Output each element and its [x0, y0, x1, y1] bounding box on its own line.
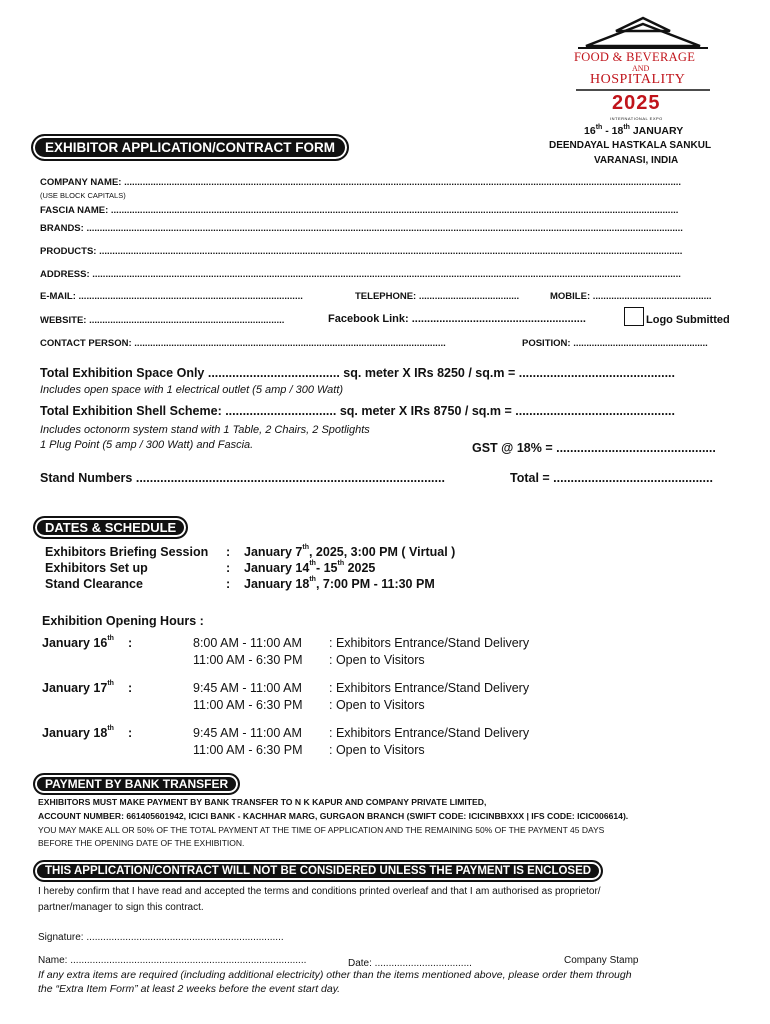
confirm-line-2: partner/manager to sign this contract. — [38, 902, 204, 913]
opening-desc-1: : Exhibitors Entrance/Stand Delivery — [329, 636, 530, 650]
event-city: VARANASI, INDIA — [594, 155, 679, 166]
opening-time-2: 11:00 AM - 6:30 PM — [193, 653, 303, 667]
event-dates — [584, 125, 683, 137]
position-field[interactable]: POSITION: ................................................... — [522, 338, 708, 349]
payment-line-4: BEFORE THE OPENING DATE OF THE EXHIBITION. — [38, 838, 245, 848]
schedule-date-sup2: th — [337, 560, 345, 567]
opening-time-2: 11:00 AM - 6:30 PM — [193, 743, 303, 757]
schedule-date-rest: - 15 — [315, 561, 338, 575]
opening-day-label — [42, 681, 114, 695]
schedule-label: Exhibitors Set up — [45, 561, 148, 575]
opening-day-colon: : — [128, 636, 133, 650]
logo-year: 2025 — [612, 92, 661, 114]
total-line[interactable]: Total = .............................................. — [510, 471, 713, 485]
opening-desc-2: : Open to Visitors — [329, 698, 425, 712]
schedule-date: January 14 — [244, 561, 310, 575]
opening-day-date: January 17 — [42, 681, 108, 695]
opening-hours-heading: Exhibition Opening Hours : — [42, 614, 204, 628]
opening-day-sup: th — [107, 680, 114, 687]
opening-desc-2: : Open to Visitors — [329, 653, 425, 667]
schedule-value — [244, 545, 455, 559]
website-field[interactable]: WEBSITE: .......................................................................... — [40, 315, 285, 326]
schedule-colon: : — [226, 545, 231, 559]
shell-scheme-line[interactable]: Total Exhibition Shell Scheme: ................................ sq. meter X IRs 8750 / sq.m = .............................................. — [40, 404, 676, 418]
event-logo — [568, 14, 718, 126]
payment-line-1: EXHIBITORS MUST MAKE PAYMENT BY BANK TRANSFER TO N K KAPUR AND COMPANY PRIVATE LIMITED, — [38, 797, 487, 807]
opening-time-1: 9:45 AM - 11:00 AM — [193, 681, 302, 695]
opening-desc-2: : Open to Visitors — [329, 743, 425, 757]
event-date-sup1: th — [595, 124, 603, 131]
roof-icon — [568, 14, 718, 54]
schedule-date-sup: th — [309, 576, 316, 583]
gst-line[interactable]: GST @ 18% = .............................................. — [472, 441, 716, 455]
footer-note-2: the “Extra Item Form” at least 2 weeks before the event start day. — [38, 983, 341, 995]
space-only-note: Includes open space with 1 electrical outlet (5 amp / 300 Watt) — [40, 384, 344, 396]
opening-day-sup: th — [107, 725, 114, 732]
company-stamp-label: Company Stamp — [564, 955, 639, 966]
opening-day-date: January 16 — [42, 636, 108, 650]
brands-field[interactable]: BRANDS: .................................................................................................................................................................................................................................. — [40, 223, 683, 234]
logo-tagline: INTERNATIONAL EXPO — [610, 116, 663, 121]
stand-numbers-field[interactable]: Stand Numbers ......................................................................................... — [40, 471, 445, 485]
contract-warning-heading: THIS APPLICATION/CONTRACT WILL NOT BE CONSIDERED UNLESS THE PAYMENT IS ENCLOSED — [33, 860, 603, 882]
opening-time-1: 8:00 AM - 11:00 AM — [193, 636, 302, 650]
event-date-sup2: th — [623, 124, 630, 131]
mobile-field[interactable]: MOBILE: ............................................. — [550, 291, 712, 302]
payment-line-2: ACCOUNT NUMBER: 661405601942, ICICI BANK - KACHHAR MARG, GURGAON BRANCH (SWIFT CODE: ICICINBBXXX | IFS CODE: ICIC006614). — [38, 811, 629, 821]
shell-scheme-note-1: Includes octonorm system stand with 1 Table, 2 Chairs, 2 Spotlights — [40, 424, 370, 436]
opening-day-date: January 18 — [42, 726, 108, 740]
facebook-field[interactable]: Facebook Link: ......................................................... — [328, 313, 586, 325]
schedule-date-rest2: 2025 — [344, 561, 376, 575]
block-capitals-note: (USE BLOCK CAPITALS) — [40, 191, 126, 200]
contact-person-field[interactable]: CONTACT PERSON: ...................................................................................................................... — [40, 338, 446, 349]
schedule-date-rest: , 7:00 PM - 11:30 PM — [315, 577, 435, 591]
logo-submitted-checkbox[interactable] — [624, 307, 644, 326]
payment-line-3: YOU MAY MAKE ALL OR 50% OF THE TOTAL PAYMENT AT THE TIME OF APPLICATION AND THE REMAINING 50% OF THE PAYMENT 45 DAYS — [38, 825, 605, 835]
event-date-end: JANUARY — [629, 125, 684, 137]
fascia-name-field[interactable]: FASCIA NAME: ....................................................................................................................................................................................................................... — [40, 205, 679, 216]
logo-line-2: AND — [632, 64, 650, 73]
logo-line-1: FOOD & BEVERAGE — [574, 50, 696, 64]
schedule-label: Stand Clearance — [45, 577, 143, 591]
opening-desc-1: : Exhibitors Entrance/Stand Delivery — [329, 681, 530, 695]
opening-time-2: 11:00 AM - 6:30 PM — [193, 698, 303, 712]
logo-submitted-label: Logo Submitted — [646, 314, 730, 326]
email-field[interactable]: E-MAIL: ..................................................................................... — [40, 291, 303, 302]
opening-day-colon: : — [128, 681, 133, 695]
signature-field[interactable]: Signature: ....................................................................... — [38, 932, 284, 943]
space-only-line[interactable]: Total Exhibition Space Only ...................................... sq. meter X IRs 8250 / sq.m = ............................................. — [40, 366, 676, 380]
opening-time-1: 9:45 AM - 11:00 AM — [193, 726, 302, 740]
name-field[interactable]: Name: ..................................................................................... — [38, 955, 307, 966]
opening-day-label — [42, 726, 114, 740]
schedule-date: January 18 — [244, 577, 310, 591]
footer-note-1: If any extra items are required (including additional electricity) other than the items mentioned above, please order them through — [38, 969, 632, 981]
schedule-date-sup: th — [302, 544, 309, 551]
schedule-date-rest: , 2025, 3:00 PM ( Virtual ) — [308, 545, 456, 559]
schedule-colon: : — [226, 561, 231, 575]
schedule-value — [244, 561, 375, 575]
opening-day-sup: th — [107, 635, 114, 642]
schedule-date-sup: th — [309, 560, 316, 567]
opening-day-colon: : — [128, 726, 133, 740]
address-field[interactable]: ADDRESS: ............................................................................................................................................................................................................................... — [40, 269, 681, 280]
schedule-label: Exhibitors Briefing Session — [45, 545, 209, 559]
event-date-mid: - 18 — [602, 125, 624, 137]
event-date-start: 16 — [584, 125, 596, 137]
schedule-colon: : — [226, 577, 231, 591]
opening-desc-1: : Exhibitors Entrance/Stand Delivery — [329, 726, 530, 740]
logo-line-3: HOSPITALITY — [590, 72, 686, 87]
products-field[interactable]: PRODUCTS: ............................................................................................................................................................................................................................. — [40, 246, 683, 257]
telephone-field[interactable]: TELEPHONE: ...................................... — [355, 291, 520, 302]
schedule-value — [244, 577, 435, 591]
schedule-date: January 7 — [244, 545, 303, 559]
date-field[interactable]: Date: ................................... — [348, 958, 472, 969]
form-title: EXHIBITOR APPLICATION/CONTRACT FORM — [31, 134, 349, 161]
opening-day-label — [42, 636, 114, 650]
payment-heading: PAYMENT BY BANK TRANSFER — [33, 773, 240, 795]
company-name-field[interactable]: COMPANY NAME: ................................................................................................................................................................................................................... — [40, 177, 682, 188]
event-venue: DEENDAYAL HASTKALA SANKUL — [549, 140, 712, 151]
schedule-heading: DATES & SCHEDULE — [33, 516, 188, 539]
confirm-line-1: I hereby confirm that I have read and accepted the terms and conditions printed overleaf and that I am authorised as proprietor/ — [38, 886, 601, 897]
shell-scheme-note-2: 1 Plug Point (5 amp / 300 Watt) and Fascia. — [40, 439, 254, 451]
